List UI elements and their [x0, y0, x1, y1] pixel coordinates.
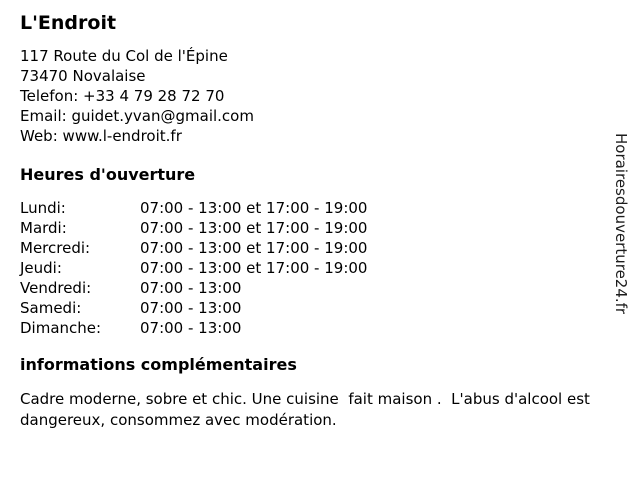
day-label: Dimanche:	[20, 319, 102, 337]
day-times: 07:00 - 13:00	[140, 319, 242, 337]
day-times: 07:00 - 13:00 et 17:00 - 19:00	[140, 239, 368, 257]
opening-hours-table	[20, 198, 600, 338]
day-label: Mardi:	[20, 219, 67, 237]
hours-row-friday	[20, 278, 600, 298]
hours-row-wednesday	[20, 238, 600, 258]
web-label: Web:	[20, 127, 58, 145]
email-value: guidet.yvan@gmail.com	[71, 107, 254, 125]
day-times: 07:00 - 13:00 et 17:00 - 19:00	[140, 219, 368, 237]
hours-row-tuesday	[20, 218, 600, 238]
day-times: 07:00 - 13:00 et 17:00 - 19:00	[140, 199, 368, 217]
additional-info-text: Cadre moderne, sobre et chic. Une cuisine fait maison . L'abus d'alcool est dangereux, consommez avec modération.	[20, 390, 595, 429]
day-label: Samedi:	[20, 299, 82, 317]
contact-block	[20, 46, 600, 146]
email-label: Email:	[20, 107, 67, 125]
address-line-2: 73470 Novalaise	[20, 67, 146, 85]
hours-row-thursday	[20, 258, 600, 278]
opening-hours-heading: Heures d'ouverture	[20, 165, 196, 184]
business-name: L'Endroit	[20, 12, 117, 34]
additional-info-heading: informations complémentaires	[20, 355, 297, 374]
address-line-1: 117 Route du Col de l'Épine	[20, 47, 228, 65]
day-label: Jeudi:	[20, 259, 62, 277]
phone-value: +33 4 79 28 72 70	[83, 87, 225, 105]
web-value: www.l-endroit.fr	[62, 127, 182, 145]
hours-row-sunday	[20, 318, 600, 338]
day-times: 07:00 - 13:00	[140, 279, 242, 297]
hours-row-saturday	[20, 298, 600, 318]
day-label: Lundi:	[20, 199, 66, 217]
hours-row-monday	[20, 198, 600, 218]
web-line	[20, 126, 600, 146]
phone-label: Telefon:	[20, 87, 79, 105]
day-times: 07:00 - 13:00	[140, 299, 242, 317]
site-branding-vertical-label: Horairesdouverture24.fr	[612, 133, 630, 315]
email-line	[20, 106, 600, 126]
day-label: Mercredi:	[20, 239, 91, 257]
day-label: Vendredi:	[20, 279, 92, 297]
day-times: 07:00 - 13:00 et 17:00 - 19:00	[140, 259, 368, 277]
phone-line	[20, 86, 600, 106]
